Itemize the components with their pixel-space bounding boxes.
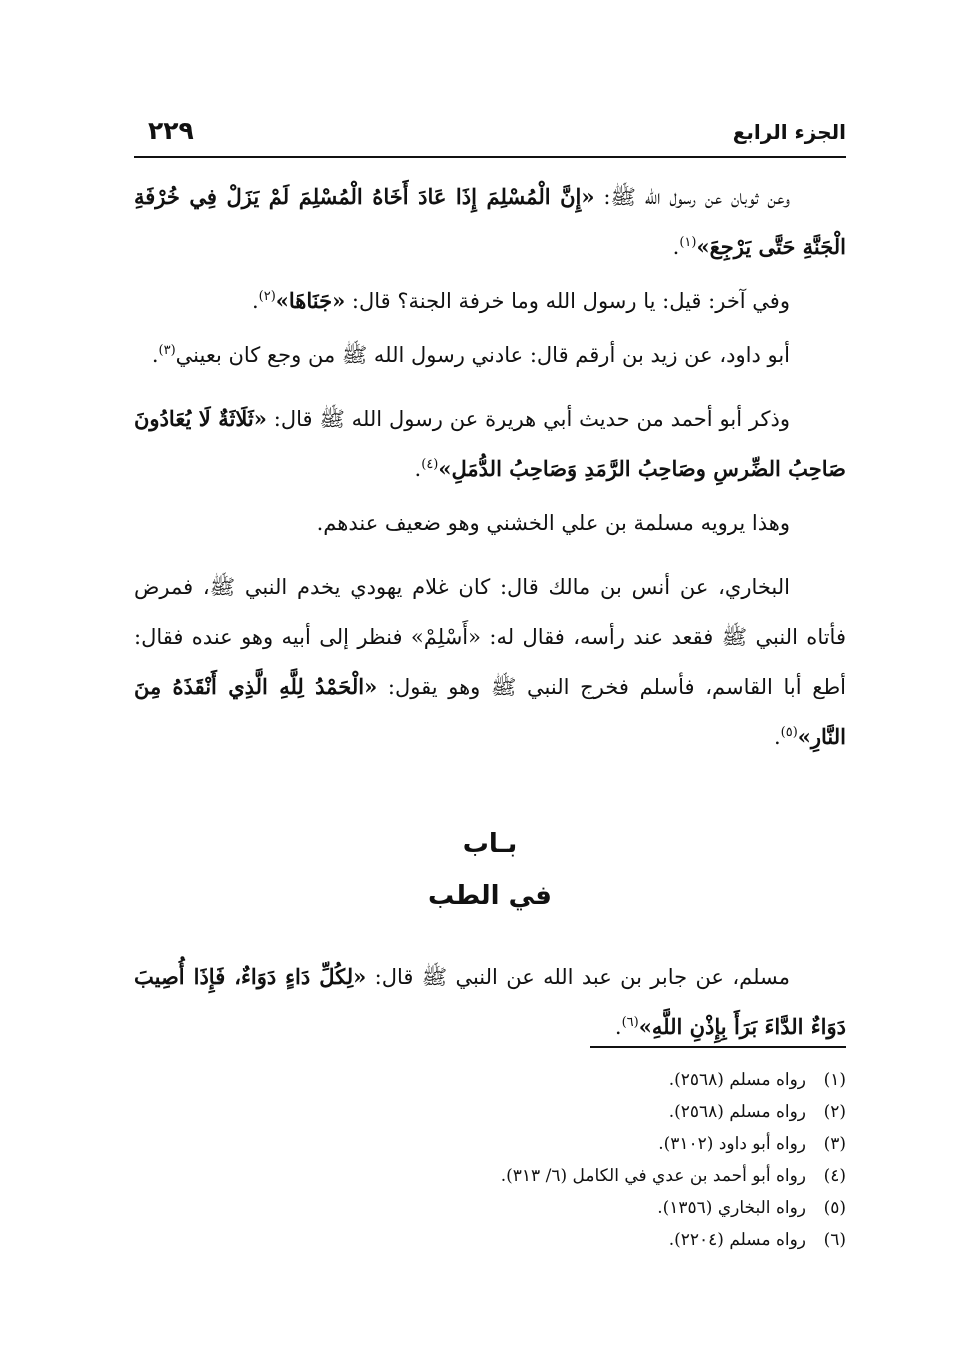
footnote-5 (134, 1192, 846, 1224)
section-heading-bab: بـاب (462, 829, 518, 859)
footnote-ref: (٥) (780, 725, 798, 740)
paragraph-bukhari (134, 562, 846, 762)
hadith-quote: «جَنَاهَا» (275, 288, 346, 313)
hadith-quote: «إِنَّ الْمُسْلِمَ إِذَا عَادَ أَخَاهُ الْمُسْلِمَ لَمْ يَزَلْ فِي خُرْفَةِ الْجَنَّةِ حَتَّى يَرْجِعَ» (134, 184, 846, 259)
paragraph-text: مسلم، عن جابر بن عبد الله عن النبي ﷺ قال: (366, 965, 791, 989)
paragraph-text: وذكر أبو أحمد من حديث أبي هريرة عن رسول الله ﷺ قال: (266, 407, 790, 431)
page-header (134, 114, 846, 158)
footnote-1 (134, 1064, 846, 1096)
footnotes (134, 1064, 846, 1256)
paragraph-abu-dawud (134, 330, 846, 380)
paragraph-abu-ahmad (134, 394, 846, 494)
footnote-number: (٢) (823, 1102, 846, 1122)
hadith-quote: «لِكُلِّ دَاءٍ دَوَاءٌ، فَإِذَا أُصِيبَ دَوَاءٌ الدَّاءَ بَرَأَ بِإِذْنِ اللَّهِ» (134, 964, 846, 1039)
footnote-ref: (٢) (258, 289, 276, 304)
paragraph-text: البخاري، عن أنس بن مالك قال: كان غلام يهودي يخدم النبي ﷺ، فمرض فأتاه النبي ﷺ فقعد عند رأسه، فقال له: «أَسْلِمْ» فنظر إلى أبيه وهو عنده فقال: أطع أبا القاسم، فأسلم فخرج النبي ﷺ وهو يقول: (134, 575, 846, 699)
paragraph-end: . (773, 725, 781, 749)
footnote-number: (٣) (823, 1134, 846, 1154)
paragraph-text: وهذا يرويه مسلمة بن علي الخشني وهو ضعيف عندهم. (316, 511, 790, 535)
paragraph-thawban (134, 172, 846, 272)
paragraph-end: . (672, 235, 680, 259)
main-text (134, 172, 846, 1066)
footnote-number: (٦) (823, 1230, 846, 1250)
footnote-number: (١) (823, 1070, 846, 1090)
paragraph-end: . (251, 289, 259, 313)
paragraph-text: وفي آخر: قيل: يا رسول الله وما خرفة الجنة؟ قال: (345, 289, 790, 313)
footnote-text: رواه مسلم (٢٢٠٤). (668, 1230, 806, 1250)
footnote-separator (590, 1046, 846, 1048)
page-number: ٢٢٩ (148, 116, 194, 145)
paragraph-maslama (134, 498, 846, 548)
footnote-ref: (٣) (158, 343, 176, 358)
hadith-quote: «ثَلَاثَةٌ لَا يُعَادُونَ صَاحِبُ الضِّرسِ وصَاحِبُ الرَّمَدِ وَصَاحِبُ الدُّمَلِ» (134, 406, 846, 481)
footnote-ref: (١) (679, 235, 697, 250)
paragraph-khurfa (134, 276, 846, 326)
footnote-number: (٥) (823, 1198, 846, 1218)
paragraph-text: وعن ثوبان عن رسول الله ﷺ: (594, 185, 790, 209)
footnote-4 (134, 1160, 846, 1192)
section-heading-title: في الطب (428, 881, 552, 911)
footnote-text: رواه أبو داود (٣١٠٢). (658, 1134, 806, 1154)
footnote-text: رواه البخاري (١٣٥٦). (657, 1198, 806, 1218)
paragraph-muslim (134, 952, 846, 1052)
footnote-number: (٤) (823, 1166, 846, 1186)
paragraph-end: . (414, 457, 422, 481)
footnote-6 (134, 1224, 846, 1256)
paragraph-text: أبو داود، عن زيد بن أرقم قال: عادني رسول الله ﷺ من وجع كان بعيني (175, 343, 790, 367)
footnote-text: رواه مسلم (٢٥٦٨). (668, 1070, 806, 1090)
paragraph-end: . (151, 343, 159, 367)
running-head: الجزء الرابع (732, 120, 846, 144)
footnote-2 (134, 1096, 846, 1128)
header-rule (134, 156, 846, 158)
paragraph-end: . (614, 1015, 622, 1039)
footnote-ref: (٦) (621, 1015, 639, 1030)
footnote-3 (134, 1128, 846, 1160)
hadith-quote: «الْحَمْدُ لِلَّهِ الَّذِي أَنْقَذَهُ مِنَ النَّارِ» (134, 674, 846, 749)
footnote-ref: (٤) (421, 457, 439, 472)
footnote-text: رواه مسلم (٢٥٦٨). (668, 1102, 806, 1122)
footnote-text: رواه أبو أحمد بن عدي في الكامل (٦/ ٣١٣). (500, 1166, 806, 1186)
